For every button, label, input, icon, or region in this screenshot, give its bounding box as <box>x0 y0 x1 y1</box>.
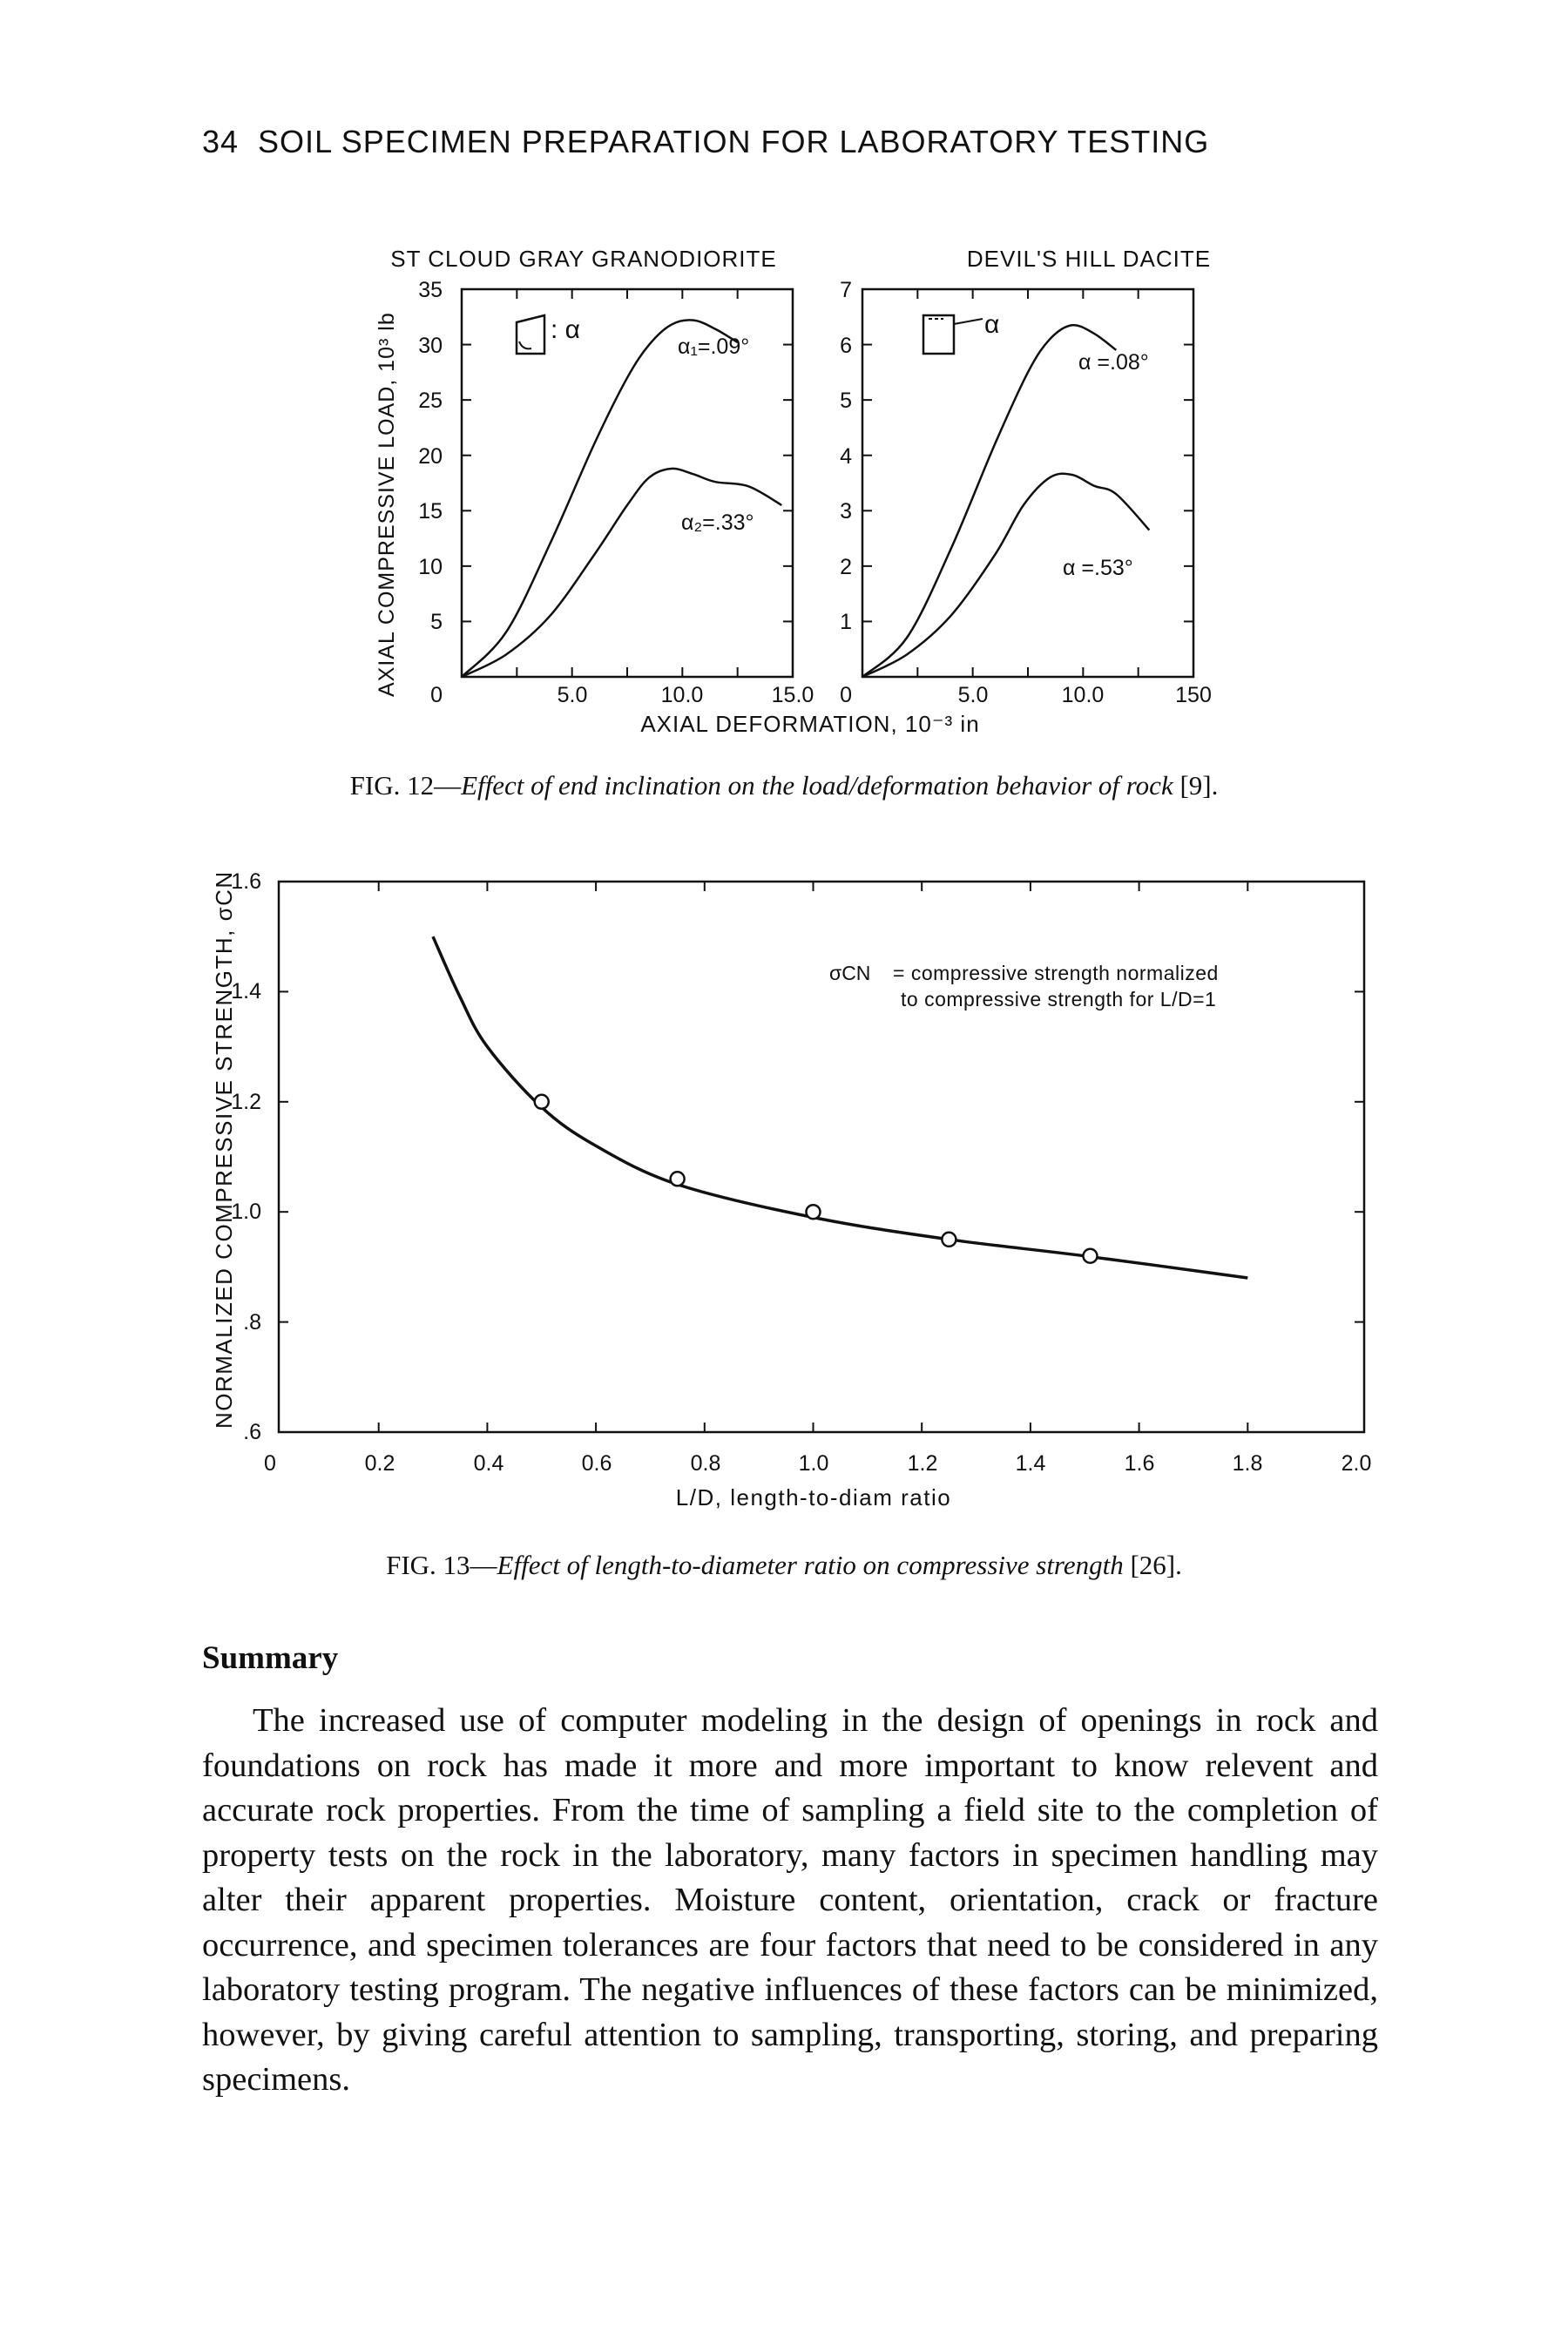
specimen-icon <box>923 315 954 354</box>
running-title: SOIL SPECIMEN PREPARATION FOR LABORATORY TESTING <box>258 124 1210 159</box>
f12L-xtick-15: 15.0 <box>771 683 814 707</box>
f12R-xtick-10: 10.0 <box>1061 683 1105 707</box>
f12R-xtick-15: 150 <box>1175 683 1212 707</box>
inclination-line <box>954 319 983 324</box>
fig12-caption-ref: [9]. <box>1173 770 1219 801</box>
fig13-ylabel: NORMALIZED COMPRESSIVE STRENGTH, σCN <box>211 870 237 1429</box>
f12L-ytick-0: 0 <box>430 683 443 707</box>
f12R-ytick-7: 7 <box>840 278 852 302</box>
f12L-ytick-10: 10 <box>418 555 443 579</box>
fig12-right-frame <box>862 289 1193 677</box>
fig13-data-point <box>671 1172 685 1186</box>
f13-xtick-1.0: 1.0 <box>798 1451 829 1476</box>
f13-xtick-0.2: 0.2 <box>364 1451 395 1476</box>
fig13-legend-symbol: σCN <box>829 962 871 984</box>
fig13-caption-text: Effect of length-to-diameter ratio on compressive strength <box>497 1550 1124 1580</box>
fig12-right-ticks <box>862 289 1193 677</box>
fig12-left-curve-1 <box>462 320 738 677</box>
fig13-legend-line2: to compressive strength for L/D=1 <box>901 988 1217 1010</box>
f13-ytick-1.2: 1.2 <box>231 1090 261 1114</box>
fig12-left-inset-alpha: : α <box>551 315 581 344</box>
f12R-ytick-0: 0 <box>840 683 852 707</box>
f12R-ytick-2: 2 <box>840 555 852 579</box>
fig13-caption-ref: [26]. <box>1123 1550 1182 1580</box>
fig12-right-curve2-label: α =.53° <box>1063 556 1133 580</box>
summary-heading: Summary <box>202 1640 339 1676</box>
fig12-right-curve1-label: α =.08° <box>1078 350 1149 375</box>
f12R-ytick-4: 4 <box>840 444 852 469</box>
f12R-ytick-5: 5 <box>840 389 852 413</box>
page-number: 34 <box>202 124 240 159</box>
f13-xtick-2.0: 2.0 <box>1341 1451 1372 1476</box>
f12R-ytick-3: 3 <box>840 499 852 524</box>
f12L-ytick-5: 5 <box>430 610 443 634</box>
specimen-icon-detail <box>519 341 531 348</box>
f13-xtick-1.2: 1.2 <box>907 1451 938 1476</box>
fig13-data-point <box>942 1233 956 1247</box>
f13-ytick-1.4: 1.4 <box>231 979 261 1004</box>
fig12-caption-label: FIG. 12— <box>349 770 462 801</box>
fig13-xticks <box>264 1451 1371 1476</box>
fig12-ylabel: AXIAL COMPRESSIVE LOAD, 10³ lb <box>375 312 399 697</box>
f12R-xtick-5: 5.0 <box>957 683 989 707</box>
fig12-xlabel: AXIAL DEFORMATION, 10⁻³ in <box>640 711 980 737</box>
f13-xtick-1.8: 1.8 <box>1232 1451 1263 1476</box>
fig13-data-points <box>535 1095 1098 1263</box>
f13-xtick-1.4: 1.4 <box>1015 1451 1046 1476</box>
fig13-legend-line1: = compressive strength normalized <box>893 962 1219 984</box>
fig13-caption-label: FIG. 13— <box>386 1550 497 1580</box>
fig13-data-point <box>1083 1249 1097 1263</box>
f12L-ytick-35: 35 <box>418 278 443 302</box>
fig12-right-title: DEVIL'S HILL DACITE <box>966 246 1212 272</box>
fig12-left-curve2-label: α₂=.33° <box>681 510 754 535</box>
fig12-left-title: ST CLOUD GRAY GRANODIORITE <box>390 246 777 272</box>
fig12-left-curve1-label: α₁=.09° <box>678 335 750 359</box>
fig12-right-curve-1 <box>862 325 1116 677</box>
f13-xtick-1.6: 1.6 <box>1124 1451 1155 1476</box>
fig13-data-point <box>807 1205 821 1219</box>
fig13-data-point <box>535 1095 549 1109</box>
f12R-ytick-1: 1 <box>840 610 852 634</box>
fig12-caption-text: Effect of end inclination on the load/deformation behavior of rock <box>461 770 1173 801</box>
f12L-xtick-10: 10.0 <box>660 683 704 707</box>
f12L-ytick-20: 20 <box>418 444 443 469</box>
f12L-xtick-5: 5.0 <box>557 683 588 707</box>
f13-xtick-0.8: 0.8 <box>690 1451 721 1476</box>
fig12-right-inset-alpha: α <box>984 310 1000 339</box>
f13-xtick-0: 0 <box>264 1451 276 1476</box>
f13-ytick-0.6: .6 <box>243 1420 261 1444</box>
fig13 <box>211 869 1371 1511</box>
f13-xtick-0.4: 0.4 <box>473 1451 504 1476</box>
fig12-right-inset <box>923 310 999 354</box>
f12R-ytick-6: 6 <box>840 334 852 358</box>
f13-xtick-0.6: 0.6 <box>581 1451 612 1476</box>
fig12-left-inset <box>517 315 580 354</box>
f13-ytick-1.6: 1.6 <box>231 869 261 894</box>
fig12-left-xticks <box>558 683 814 707</box>
fig12-right-xticks <box>958 683 1212 707</box>
f12L-ytick-30: 30 <box>418 334 443 358</box>
summary-paragraph: The increased use of computer modeling in the design of openings in rock and foundations on rock has made it more and more important to know relevent and accurate rock properties. From the time of sampling a field site to the completion of property tests on the rock in the laboratory, many factors in specimen handling may alter their apparent properties. Moisture content, orientation, crack or fracture occurrence, and specimen tolerances are four factors that need to be considered in any laboratory testing program. The negative influences of these factors can be minimized, however, by giving careful attention to sampling, transporting, storing, and preparing specimens. <box>202 1702 1378 2098</box>
fig12-right-yticks <box>840 278 852 707</box>
fig12-left-curve-2 <box>462 469 781 677</box>
fig13-caption <box>0 1550 1568 1581</box>
f12L-ytick-15: 15 <box>418 499 443 524</box>
f13-ytick-1.0: 1.0 <box>231 1200 261 1224</box>
fig13-legend <box>829 962 1219 1010</box>
f12L-ytick-25: 25 <box>418 389 443 413</box>
fig12 <box>375 246 1212 737</box>
fig12-left-yticks <box>418 278 443 707</box>
f13-ytick-0.8: .8 <box>243 1310 261 1335</box>
fig12-caption <box>0 770 1568 801</box>
fig13-xlabel: L/D, length-to-diam ratio <box>675 1484 952 1511</box>
